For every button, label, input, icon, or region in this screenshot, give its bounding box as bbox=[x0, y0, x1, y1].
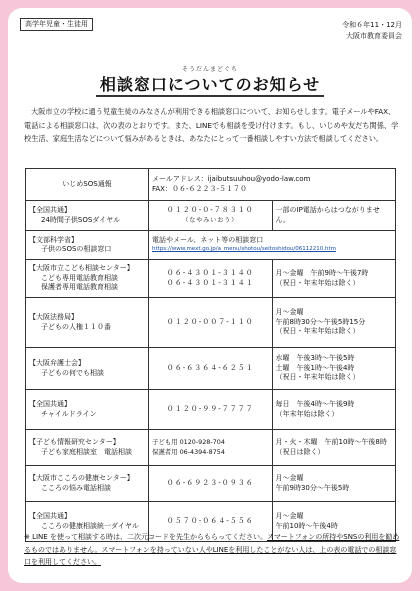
table-row bbox=[26, 169, 396, 201]
row-name: 【全国共通】 24時間子供SOSダイヤル bbox=[26, 201, 149, 231]
row-note: 水曜 午後3時～午後5時 土曜 午後1時～午後4時 （祝日・年末年始は除く） bbox=[272, 348, 396, 390]
consultation-table bbox=[25, 168, 396, 542]
title-ruby: そうだんまどぐち bbox=[181, 66, 238, 73]
intro-paragraph: 大阪市立の学校に通う児童生徒のみなさんが利用できる相談窓口について、お知らせします。電子メールやFAX、電話による相談窓口は、次の表のとおりです。また、LINEでも相談を受け付けます。もし、いじめや友だち関係、学校生活、家庭生活などについて悩みがあるときは、あなたにとって一番相談しやすい方法で相談してください。 bbox=[24, 107, 399, 143]
row-phone: ０５７０-０６４-５５６ bbox=[149, 502, 273, 542]
issue-date: 令和６年11・12月 bbox=[342, 21, 402, 29]
row-name: いじめSOS通報 bbox=[26, 169, 149, 201]
notice-page bbox=[8, 8, 412, 583]
audience-label: 高学年児童・生徒用 bbox=[20, 18, 93, 31]
row-name: 【全国共通】 こころの健康相談統一ダイヤル bbox=[26, 502, 149, 542]
row-name: 【大阪弁護士会】 子どもの何でも相談 bbox=[26, 348, 149, 390]
table-row bbox=[26, 201, 396, 231]
row-name: 【全国共通】 チャイルドライン bbox=[26, 390, 149, 430]
row-name: 【大阪市立こども相談センター】 こども専用電話教育相談 保護者専用電話教育相談 bbox=[26, 260, 149, 298]
issuer: 大阪市教育委員会 bbox=[346, 32, 402, 40]
row-phone: 子ども用 0120-928-704 保護者用 06-4394-8754 bbox=[149, 430, 273, 466]
email-address[interactable]: メールアドレス：ijaibutsuuhou@yodo-law.com bbox=[152, 175, 311, 183]
row-note: 毎日 午後4時～午後9時 （年末年始は除く） bbox=[272, 390, 396, 430]
table-row bbox=[26, 348, 396, 390]
row-phone: ０６-６３６４-６２５１ bbox=[149, 348, 273, 390]
table-row bbox=[26, 298, 396, 348]
page-title: 相談窓口についてのお知らせ bbox=[8, 72, 412, 95]
table-row bbox=[26, 390, 396, 430]
row-note: 月～金曜 午前9時30分～午後5時 bbox=[272, 466, 396, 502]
row-contact bbox=[149, 169, 396, 201]
row-phone: ０１２０-９９-７７７７ bbox=[149, 390, 273, 430]
footnote: ※ LINE を使って相談する時は、二次元コードを先生からもらってください。スマートフォンの所持やSNSの利用を勧めるものではありません。スマートフォンを持っていない人やLINEを利用したことがない人は、上の表の電話での相談窓口を利用してください。 bbox=[24, 533, 400, 566]
table-row bbox=[26, 260, 396, 298]
row-note: 月・火・木曜 午前10時～午後8時 （祝日は除く） bbox=[272, 430, 396, 466]
row-phone: ０１２０-０-７８３１０ （なやみいおう） bbox=[149, 201, 273, 231]
row-phone: ０６-６９２３-０９３６ bbox=[149, 466, 273, 502]
issue-info bbox=[342, 20, 402, 42]
row-phone: ０６-４３０１-３１４０ ０６-４３０１-３１４１ bbox=[149, 260, 273, 298]
row-contact: 電話やメール、ネット等の相談窓口 https://www.mext.go.jp/a_menu/shotou/seitoshidou/06112210.htm bbox=[149, 231, 396, 260]
fax-number: FAX：０６-６２２３-５１７０ bbox=[152, 184, 248, 193]
mext-link[interactable]: https://www.mext.go.jp/a_menu/shotou/seitoshidou/06112210.htm bbox=[152, 246, 337, 252]
row-phone: ０１２０-００７-１１０ bbox=[149, 298, 273, 348]
row-note: 月～金曜 午前10時～午後4時 bbox=[272, 502, 396, 542]
row-note: 月～金曜 午前8時30分～午後5時15分 （祝日・年末年始は除く） bbox=[272, 298, 396, 348]
row-name: 【子ども情報研究センター】 子ども家庭相談室 電話相談 bbox=[26, 430, 149, 466]
row-name: 【大阪市こころの健康センター】 こころの悩み電話相談 bbox=[26, 466, 149, 502]
row-name: 【文部科学省】 子供のSOSの相談窓口 bbox=[26, 231, 149, 260]
table-row bbox=[26, 466, 396, 502]
table-row bbox=[26, 430, 396, 466]
row-note: 一部のIP電話からはつながりません。 bbox=[272, 201, 396, 231]
table-row bbox=[26, 231, 396, 260]
row-note: 月～金曜 午前9時～午後7時 （祝日・年末年始は除く） bbox=[272, 260, 396, 298]
row-name: 【大阪法務局】 子どもの人権１１０番 bbox=[26, 298, 149, 348]
